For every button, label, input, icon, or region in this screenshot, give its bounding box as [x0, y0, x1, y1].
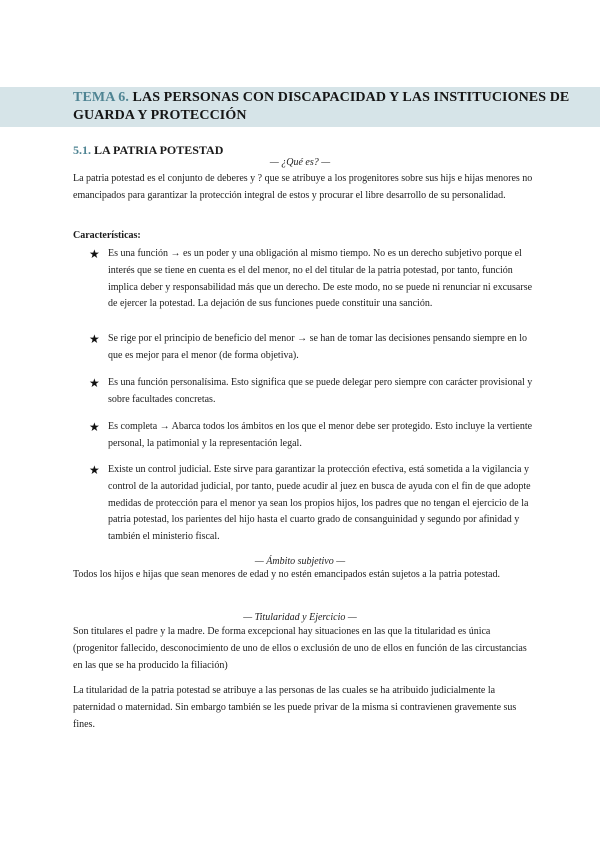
list-item [89, 331, 535, 365]
section-title: LA PATRIA POTESTAD [94, 143, 224, 157]
que-es-heading: — ¿Qué es? — [269, 157, 331, 168]
que-es-paragraph: La patria potestad es el conjunto de deberes y ? que se atribuye a los progenitores sobre sus hijs e hijas menores no emancipados para garantizar la protección integral de estos y procurar el libre desarrollo de su personalidad. [73, 173, 533, 201]
list-item [89, 375, 535, 409]
titularidad-paragraph-2: La titularidad de la patria potestad se atribuye a las personas de las cuales se ha atribuido judicialmente la paternidad o maternidad. Sin embargo también se les puede privar de la misma si contravienen gravemente sus fines. [73, 685, 517, 730]
star-bullet-icon: ★ [89, 376, 100, 390]
list-item [89, 462, 535, 546]
title-text: LAS PERSONAS CON DISCAPACIDAD Y LAS INSTITUCIONES DE GUARDA Y PROTECCIÓN [73, 90, 570, 123]
list-item-text: Existe un control judicial. Este sirve para garantizar la protección efectiva, está sometida a la vigilancia y control de la autoridad judicial, por tanto, puede acudir al juez en busca de ayuda con el fin de que adopte medidas de protección para el menor ya sean los propios hijos, los padres que no tengan el ejercicio de la patria potestad, los parientes del hijo hasta el cuarto grado de consanguinidad y segundo por afinidad y también el ministerio fiscal. [108, 464, 531, 543]
star-bullet-icon: ★ [89, 332, 100, 346]
list-item [89, 419, 535, 453]
list-item-text: Es una función personalísima. Esto significa que se puede delegar pero siempre con carácter provisional y sobre facultades concretas. [108, 377, 533, 405]
list-item-text: Es completa → Abarca todos los ámbitos en los que el menor debe ser protegido. Esto incluye la vertiente personal, la patimonial y la representación legal. [108, 421, 533, 449]
star-bullet-icon: ★ [89, 463, 100, 477]
list-item-text: Se rige por el principio de beneficio del menor → se han de tomar las decisiones pensando siempre en lo que es mejor para el menor (de forma objetiva). [108, 333, 528, 361]
titularidad-paragraph-1: Son titulares el padre y la madre. De forma excepcional hay situaciones en las que la titularidad es única (progenitor fallecido, desconocimiento de uno de ellos o exclusión de uno de ellos en función de las circustancias en las que se ha producido la filiación) [73, 626, 527, 671]
star-bullet-icon: ★ [89, 247, 100, 261]
section-heading [73, 143, 223, 157]
list-item [89, 246, 535, 313]
page-title [73, 89, 573, 125]
star-bullet-icon: ★ [89, 420, 100, 434]
list-item-text: Es una función → es un poder y una obligación al mismo tiempo. No es un derecho subjetivo porque el interés que se tiene en cuenta es el del menor, no el del titular de la patria potestad, por tanto, función implica deber y responsabilidad más que un derecho. De este modo, no se puede ni renunciar ni excusarse de ejercer la potestad. La dejación de sus funciones puede constituir una sanción. [108, 248, 533, 310]
ambito-paragraph: Todos los hijos e hijas que sean menores de edad y no estén emancipados están sujetos a la patria potestad. [73, 569, 500, 580]
titularidad-heading: — Titularidad y Ejercicio — [243, 612, 357, 623]
section-number: 5.1. [73, 143, 91, 157]
title-number: TEMA 6. [73, 90, 129, 105]
caracteristicas-label: Características: [73, 230, 141, 241]
ambito-heading: — Ámbito subjetivo — [254, 556, 346, 567]
